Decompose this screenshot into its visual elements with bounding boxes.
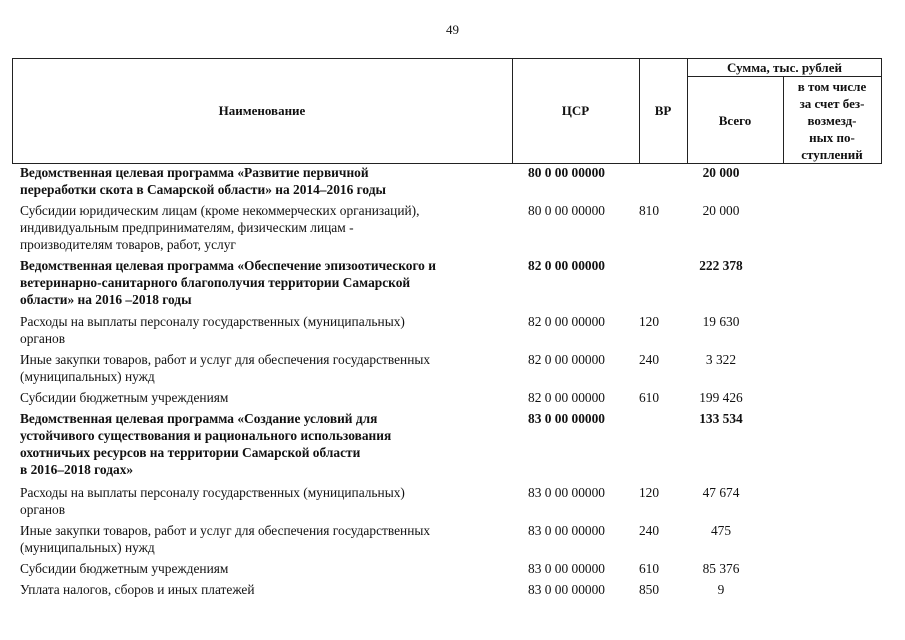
name-line: органов [20, 331, 66, 346]
row-vr: 610 [638, 390, 660, 405]
row-name [0, 164, 498, 202]
header-gratis-line: в том числе [797, 79, 867, 94]
row-vr: 810 [638, 203, 660, 218]
header-gratis [783, 78, 881, 163]
name-line: (муниципальных) нужд [20, 369, 155, 384]
row-total: 47 674 [702, 485, 740, 500]
name-line: Ведомственная целевая программа «Создание условий для [20, 411, 378, 426]
row-csr: 83 0 00 00000 [528, 523, 605, 538]
row-total: 20 000 [702, 165, 740, 180]
header-csr: ЦСР [561, 103, 590, 118]
table-row [0, 581, 905, 602]
row-csr: 83 0 00 00000 [528, 561, 605, 576]
name-line: в 2016–2018 годах» [20, 462, 134, 477]
row-vr [625, 164, 673, 202]
table-row [0, 313, 905, 351]
table-body [0, 164, 905, 602]
row-name [0, 522, 498, 560]
table-row [0, 484, 905, 522]
table-row [0, 257, 905, 313]
name-line: Ведомственная целевая программа «Развитие первичной [20, 165, 369, 180]
name-line: (муниципальных) нужд [20, 540, 155, 555]
header-gratis-line: возмезд- [807, 113, 857, 128]
row-name [0, 484, 498, 522]
name-line: Иные закупки товаров, работ и услуг для обеспечения государственных [20, 352, 431, 367]
name-line: Иные закупки товаров, работ и услуг для обеспечения государственных [20, 523, 431, 538]
row-csr: 80 0 00 00000 [528, 203, 605, 218]
page-number: 49 [446, 22, 459, 37]
name-line: индивидуальным предпринимателям, физическим лицам - [20, 220, 354, 235]
header-gratis-line: за счет без- [799, 96, 865, 111]
row-vr: 240 [638, 352, 660, 367]
name-line: Субсидии бюджетным учреждениям [20, 561, 229, 576]
name-line: охотничьих ресурсов на территории Самарской области [20, 445, 361, 460]
name-line: переработки скота в Самарской области» на 2014–2016 годы [20, 182, 386, 197]
row-csr: 82 0 00 00000 [528, 352, 605, 367]
row-vr: 850 [638, 582, 660, 597]
name-line: органов [20, 502, 66, 517]
header-vr: ВР [654, 103, 672, 118]
row-name [0, 313, 498, 351]
row-csr: 80 0 00 00000 [528, 165, 605, 180]
row-vr [625, 410, 673, 484]
table-row [0, 202, 905, 257]
row-vr: 120 [638, 314, 660, 329]
row-vr: 240 [638, 523, 660, 538]
header-gratis-line: ных по- [809, 130, 855, 145]
row-csr: 82 0 00 00000 [528, 258, 605, 273]
table-row [0, 560, 905, 581]
row-vr: 120 [638, 485, 660, 500]
row-name [0, 202, 498, 257]
row-total: 199 426 [699, 390, 743, 405]
table-row [0, 522, 905, 560]
row-total: 20 000 [702, 203, 740, 218]
row-total: 133 534 [699, 411, 743, 426]
row-total: 85 376 [702, 561, 740, 576]
row-name [0, 257, 498, 313]
name-line: Расходы на выплаты персоналу государственных (муниципальных) [20, 314, 405, 329]
header-top-border [12, 58, 882, 59]
row-csr: 82 0 00 00000 [528, 314, 605, 329]
row-total: 475 [710, 523, 732, 538]
name-line: Субсидии бюджетным учреждениям [20, 390, 229, 405]
row-csr: 83 0 00 00000 [528, 411, 605, 426]
name-line: устойчивого существования и рационального использования [20, 428, 392, 443]
row-name [0, 351, 498, 389]
header-sum: Сумма, тыс. рублей [727, 60, 842, 75]
name-line: Ведомственная целевая программа «Обеспечение эпизоотического и [20, 258, 436, 273]
header-name: Наименование [218, 103, 306, 118]
table-row [0, 351, 905, 389]
row-name [0, 581, 498, 602]
name-line: Расходы на выплаты персоналу государственных (муниципальных) [20, 485, 405, 500]
table-row [0, 389, 905, 410]
name-line: Субсидии юридическим лицам (кроме некоммерческих организаций), [20, 203, 420, 218]
header-total: Всего [718, 113, 752, 128]
row-total: 3 322 [705, 352, 737, 367]
table-row [0, 410, 905, 484]
header-gratis-line: ступлений [801, 147, 863, 162]
row-csr: 82 0 00 00000 [528, 390, 605, 405]
row-vr [625, 257, 673, 313]
row-csr: 83 0 00 00000 [528, 582, 605, 597]
sum-subheader-border [687, 76, 882, 77]
name-line: области» на 2016 –2018 годы [20, 292, 192, 307]
row-name [0, 389, 498, 410]
row-csr: 83 0 00 00000 [528, 485, 605, 500]
row-name [0, 560, 498, 581]
name-line: ветеринарно-санитарного благополучия территории Самарской [20, 275, 411, 290]
row-vr: 610 [638, 561, 660, 576]
row-total: 19 630 [702, 314, 740, 329]
row-name [0, 410, 498, 484]
name-line: производителям товаров, работ, услуг [20, 237, 236, 252]
row-total: 222 378 [699, 258, 743, 273]
table-row [0, 164, 905, 202]
name-line: Уплата налогов, сборов и иных платежей [20, 582, 255, 597]
row-total: 9 [717, 582, 725, 597]
